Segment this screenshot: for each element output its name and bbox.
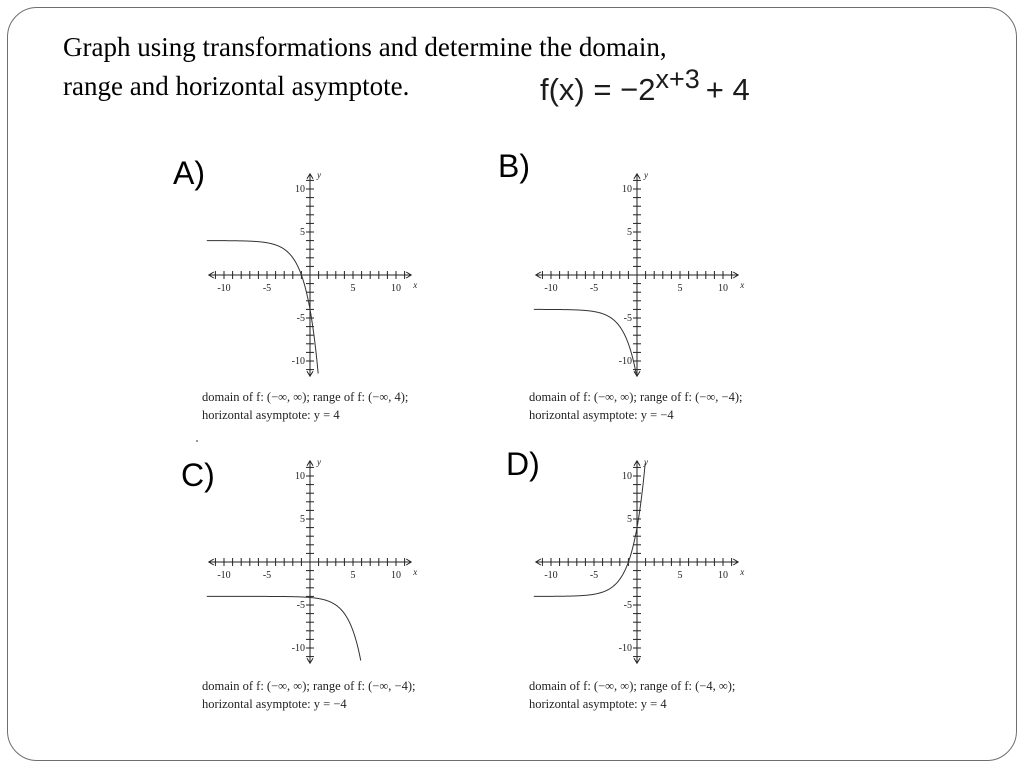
y-tick-label: 5 bbox=[300, 514, 305, 525]
option-d-domain-range: domain of f: (−∞, ∞); range of f: (−4, ∞); bbox=[529, 679, 736, 693]
y-tick-label: 10 bbox=[295, 471, 305, 482]
x-tick-label: -10 bbox=[217, 570, 231, 581]
option-d-asymptote: horizontal asymptote: y = 4 bbox=[529, 697, 667, 711]
option-b-info bbox=[529, 388, 742, 424]
formula-rest: + 4 bbox=[705, 72, 750, 107]
coordinate-plane bbox=[527, 165, 757, 390]
x-tick-label: 10 bbox=[718, 570, 728, 581]
x-axis-label: x bbox=[740, 567, 745, 577]
question-line-1: Graph using transformations and determine the domain, bbox=[63, 32, 667, 62]
y-tick-label: -10 bbox=[291, 356, 305, 367]
y-tick-label: 5 bbox=[627, 227, 632, 238]
option-a-info bbox=[202, 388, 408, 424]
option-b-graph bbox=[527, 165, 757, 390]
y-axis-label: y bbox=[317, 456, 321, 467]
function-formula bbox=[540, 64, 750, 108]
y-tick-label: 10 bbox=[295, 184, 305, 195]
formula-lhs: f(x) = − bbox=[540, 72, 639, 107]
function-curve bbox=[207, 596, 361, 660]
y-tick-label: -5 bbox=[623, 600, 632, 611]
stray-mark bbox=[196, 440, 198, 442]
x-tick-label: -5 bbox=[262, 283, 272, 294]
question-line-2: range and horizontal asymptote. bbox=[63, 71, 410, 101]
y-tick-label: -10 bbox=[618, 356, 632, 367]
option-b-domain-range: domain of f: (−∞, ∞); range of f: (−∞, −4); bbox=[529, 390, 743, 404]
y-axis-label: y bbox=[644, 456, 648, 467]
option-a-asymptote: horizontal asymptote: y = 4 bbox=[202, 408, 340, 422]
option-a-domain-range: domain of f: (−∞, ∞); range of f: (−∞, 4); bbox=[202, 390, 409, 404]
option-c-domain-range: domain of f: (−∞, ∞); range of f: (−∞, −4); bbox=[202, 679, 416, 693]
x-tick-label: 5 bbox=[350, 283, 356, 294]
x-tick-label: 10 bbox=[391, 570, 401, 581]
x-tick-label: -10 bbox=[544, 570, 558, 581]
option-b-label[interactable]: B) bbox=[498, 148, 530, 184]
option-c-asymptote: horizontal asymptote: y = −4 bbox=[202, 697, 347, 711]
x-tick-label: 5 bbox=[677, 283, 683, 294]
y-tick-label: -5 bbox=[296, 313, 305, 324]
x-axis-label: x bbox=[413, 280, 418, 290]
y-tick-label: 5 bbox=[300, 227, 305, 238]
x-tick-label: 10 bbox=[718, 283, 728, 294]
y-axis-label: y bbox=[644, 169, 648, 180]
x-tick-label: -10 bbox=[217, 283, 231, 294]
x-tick-label: -5 bbox=[589, 570, 599, 581]
y-tick-label: -5 bbox=[296, 600, 305, 611]
y-tick-label: 10 bbox=[622, 471, 632, 482]
option-d-info bbox=[529, 677, 735, 713]
x-tick-label: -10 bbox=[544, 283, 558, 294]
option-d-label[interactable]: D) bbox=[506, 446, 540, 482]
y-tick-label: -5 bbox=[623, 313, 632, 324]
function-curve bbox=[207, 241, 318, 374]
x-tick-label: 10 bbox=[391, 283, 401, 294]
formula-exponent: x+3 bbox=[655, 64, 700, 94]
coordinate-plane bbox=[200, 452, 430, 677]
slide-frame bbox=[7, 7, 1017, 761]
formula-base: 2 bbox=[638, 72, 656, 107]
x-tick-label: 5 bbox=[677, 570, 683, 581]
option-d-graph bbox=[527, 452, 757, 677]
y-tick-label: 10 bbox=[622, 184, 632, 195]
y-tick-label: 5 bbox=[627, 514, 632, 525]
option-a-label[interactable]: A) bbox=[173, 155, 205, 191]
option-c-graph bbox=[200, 452, 430, 677]
y-tick-label: -10 bbox=[291, 643, 305, 654]
option-a-graph bbox=[200, 165, 430, 390]
option-b-asymptote: horizontal asymptote: y = −4 bbox=[529, 408, 674, 422]
option-c-info bbox=[202, 677, 415, 713]
coordinate-plane bbox=[200, 165, 430, 390]
y-tick-label: -10 bbox=[618, 643, 632, 654]
option-c-label[interactable]: C) bbox=[181, 457, 215, 493]
y-axis-label: y bbox=[317, 169, 321, 180]
x-axis-label: x bbox=[740, 280, 745, 290]
x-axis-label: x bbox=[413, 567, 418, 577]
coordinate-plane bbox=[527, 452, 757, 677]
x-tick-label: 5 bbox=[350, 570, 356, 581]
x-tick-label: -5 bbox=[262, 570, 272, 581]
x-tick-label: -5 bbox=[589, 283, 599, 294]
